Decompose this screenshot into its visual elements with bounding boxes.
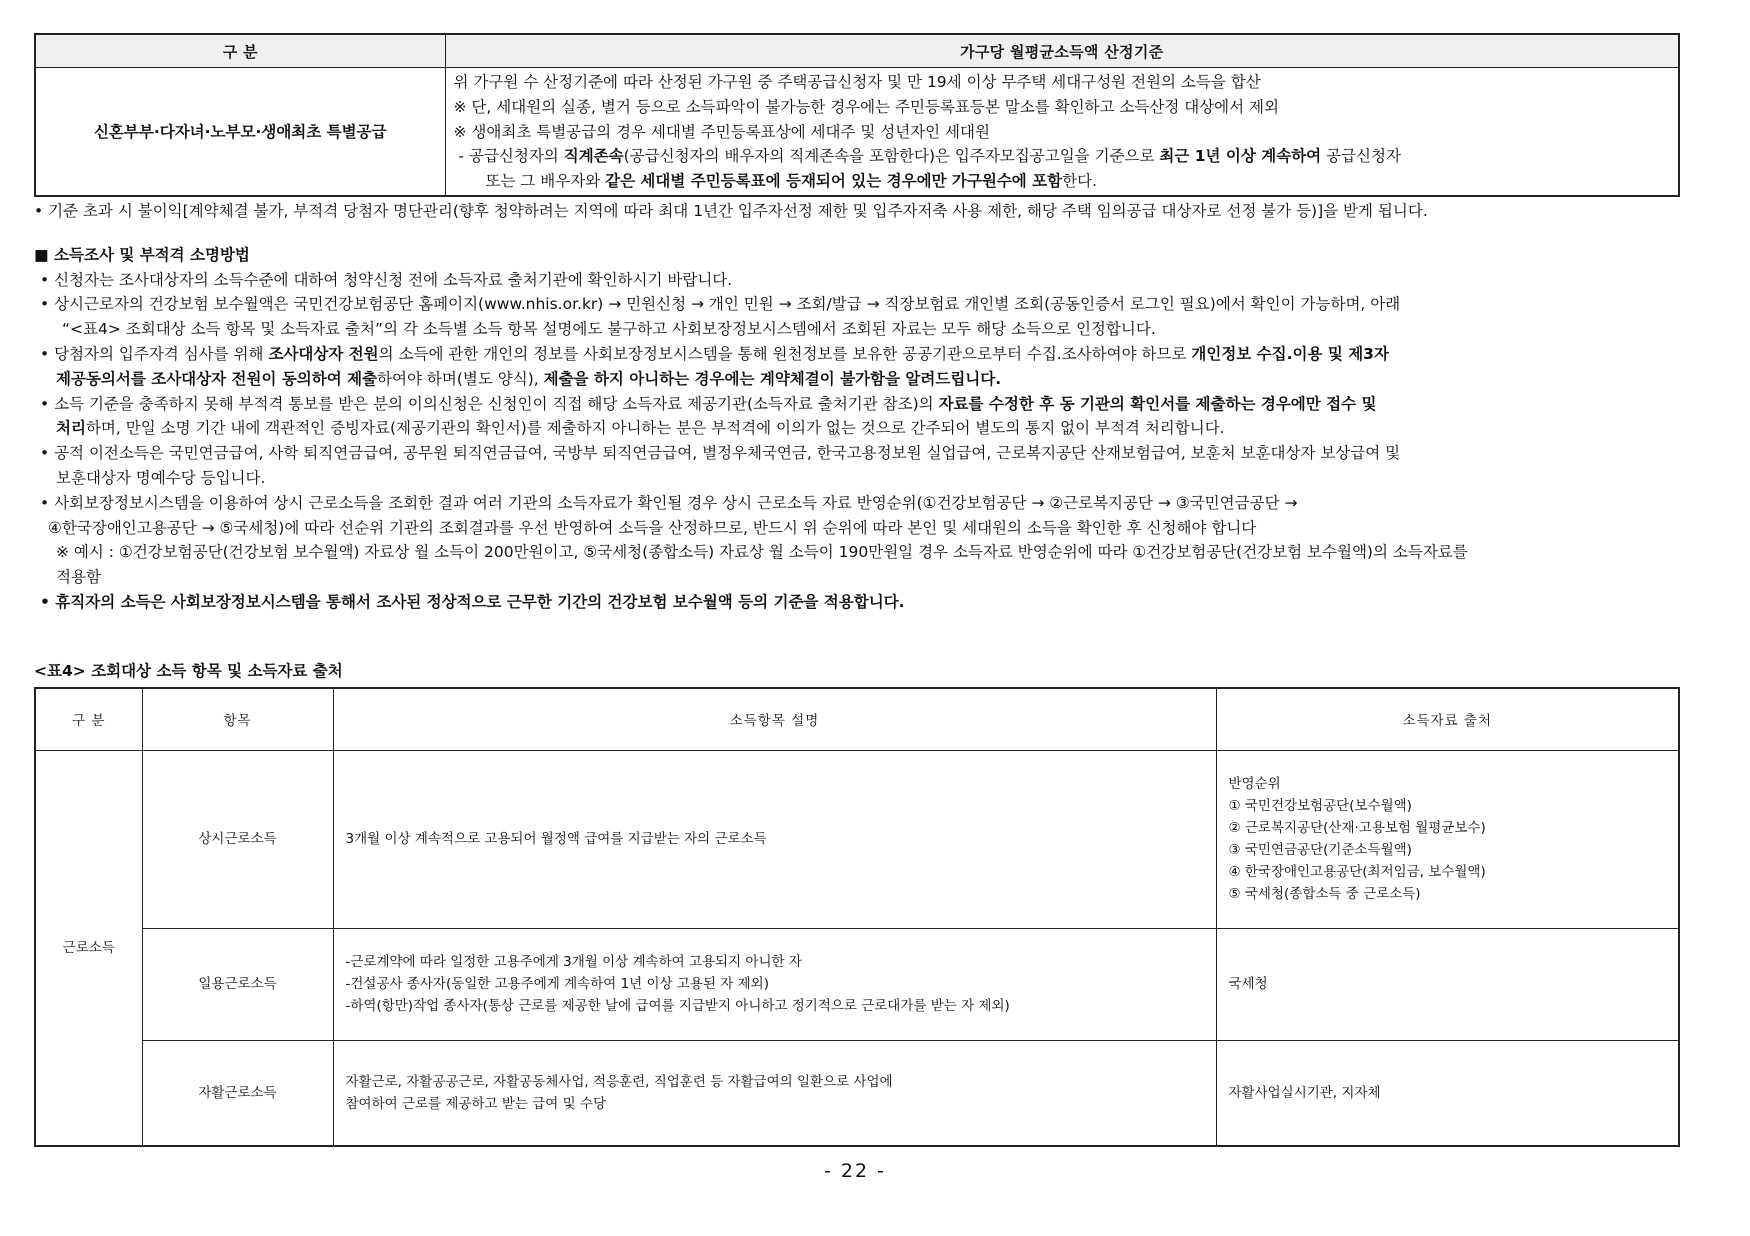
bullet-continuation: ④한국장애인고용공단 → ⑤국세청)에 따라 선순위 기관의 조회결과를 우선 반영하여 소득을 산정하므로, 반드시 위 순위에 따라 본인 및 세대원의 소득을 확인한 후 신청해야 합니다 xyxy=(48,518,1257,537)
income-source-table xyxy=(34,687,1680,1148)
criteria-line: ※ 단, 세대원의 실종, 별거 등으로 소득파악이 불가능한 경우에는 주민등록표등본 말소를 확인하고 소득산정 대상에서 제외 xyxy=(453,97,1279,116)
category-cell: 근로소득 xyxy=(35,750,142,1146)
header-category: 구 분 xyxy=(35,34,445,68)
header-source: 소득자료 출처 xyxy=(1216,688,1679,751)
header-criteria: 가구당 월평균소득액 산정기준 xyxy=(445,34,1679,68)
source-item: ① 국민건강보험공단(보수월액) xyxy=(1228,798,1412,815)
source-cell: 자활사업실시기관, 지자체 xyxy=(1216,1040,1679,1146)
section-title: ■ 소득조사 및 부적격 소명방법 xyxy=(34,245,250,264)
income-criteria-table xyxy=(34,33,1680,197)
bullet-item: • 사회보장정보시스템을 이용하여 상시 근로소득을 조회한 결과 여러 기관의 소득자료가 확인될 경우 상시 근로소득 자료 반영순위(①건강보험공단 → ②근로복지공단 → ③국민연금공단 → xyxy=(40,493,1298,512)
source-cell: 국세청 xyxy=(1216,928,1679,1040)
description-cell: -근로계약에 따라 일정한 고용주에게 3개월 이상 계속하여 고용되지 아니한 자 -건설공사 종사자(동일한 고용주에게 계속하여 1년 이상 고용된 자 제외) -하역(항만)작업 종사자(통상 근로를 제공한 날에 급여를 지급받지 아니하고 정기적으로 근로대가를 받는 자 제외) xyxy=(333,928,1216,1040)
example-note: ※ 예시 : ①건강보험공단(건강보험 보수월액) 자료상 월 소득이 200만원이고, ⑤국세청(종합소득) 자료상 월 소득이 190만원일 경우 소득자료 반영순위에 따라 ①건강보험공단(건강보험 보수월액)의 소득자료를 xyxy=(56,543,1468,562)
criteria-line: 또는 그 배우자와 같은 세대별 주민등록표에 등재되어 있는 경우에만 가구원수에 포함한다. xyxy=(485,172,1097,191)
header-description: 소득항목 설명 xyxy=(333,688,1216,751)
page-number: - 22 - xyxy=(824,1160,886,1182)
description-cell: 3개월 이상 계속적으로 고용되어 월정액 급여를 지급받는 자의 근로소득 xyxy=(333,750,1216,928)
bullet-continuation: 처리하며, 만일 소명 기간 내에 객관적인 증빙자료(제공기관의 확인서)를 제출하지 아니하는 분은 부적격에 이의가 없는 것으로 간주되어 별도의 통지 없이 부적격 처리합니다. xyxy=(56,419,1225,438)
item-cell: 자활근로소득 xyxy=(142,1040,333,1146)
bullet-item: • 상시근로자의 건강보험 보수월액은 국민건강보험공단 홈페이지(www.nhis.or.kr) → 민원신청 → 개인 민원 → 조회/발급 → 직장보험료 개인별 조회(공동인증서 로그인 필요)에서 확인이 가능하며, 아래 xyxy=(40,295,1401,314)
source-item: ② 근로복지공단(산재·고용보험 월평균보수) xyxy=(1228,820,1486,837)
bullet-continuation: 적용함 xyxy=(56,568,101,587)
bullet-continuation: 제공동의서를 조사대상자 전원이 동의하여 제출하여야 하며(별도 양식), 제출을 하지 아니하는 경우에는 계약체결이 불가함을 알려드립니다. xyxy=(56,369,1002,388)
source-cell xyxy=(1216,750,1679,928)
table-header-row xyxy=(35,34,1679,68)
document-page xyxy=(34,33,1680,1147)
bullet-item: • 휴직자의 소득은 사회보장정보시스템을 통해서 조사된 정상적으로 근무한 기간의 건강보험 보수월액 등의 기준을 적용합니다. xyxy=(40,592,905,611)
table-row xyxy=(35,68,1679,196)
source-item: ④ 한국장애인고용공단(최저임금, 보수월액) xyxy=(1228,864,1486,881)
table-row xyxy=(35,750,1679,928)
criteria-line: 위 가구원 수 산정기준에 따라 산정된 가구원 중 주택공급신청자 및 만 19세 이상 무주택 세대구성원 전원의 소득을 합산 xyxy=(453,73,1261,91)
table-row xyxy=(35,928,1679,1040)
bullet-item: • 공적 이전소득은 국민연금급여, 사학 퇴직연금급여, 공무원 퇴직연금급여, 국방부 퇴직연금급여, 별정우체국연금, 한국고용정보원 실업급여, 근로복지공단 산재보험급여, 보훈처 보훈대상자 보상급여 및 xyxy=(40,444,1401,463)
bullet-continuation: “<표4> 조회대상 소득 항목 및 소득자료 출처”의 각 소득별 소득 항목 설명에도 불구하고 사회보장정보시스템에서 조회된 자료는 모두 해당 소득으로 인정합니다. xyxy=(62,320,1156,339)
criteria-line: ※ 생애최초 특별공급의 경우 세대별 주민등록표상에 세대주 및 성년자인 세대원 xyxy=(453,122,990,141)
table-row xyxy=(35,1040,1679,1146)
bullet-item: • 신청자는 조사대상자의 소득수준에 대하여 청약신청 전에 소득자료 출처기관에 확인하시기 바랍니다. xyxy=(40,270,733,289)
criteria-cell xyxy=(445,68,1679,196)
item-cell: 일용근로소득 xyxy=(142,928,333,1040)
description-cell: 자활근로, 자활공공근로, 자활공동체사업, 적응훈련, 직업훈련 등 자활급여의 일환으로 사업에 참여하여 근로를 제공하고 받는 급여 및 수당 xyxy=(333,1040,1216,1146)
bullet-continuation: 보훈대상자 명예수당 등입니다. xyxy=(56,468,266,487)
item-cell: 상시근로소득 xyxy=(142,750,333,928)
table-header-row xyxy=(35,688,1679,751)
header-item: 항목 xyxy=(142,688,333,751)
category-cell: 신혼부부·다자녀·노부모·생애최초 특별공급 xyxy=(35,68,445,196)
criteria-line: - 공급신청자의 직계존속(공급신청자의 배우자의 직계존속을 포함한다)은 입주자모집공고일을 기준으로 최근 1년 이상 계속하여 공급신청자 xyxy=(453,147,1401,166)
source-item: ③ 국민연금공단(기준소득월액) xyxy=(1228,842,1412,859)
table4-title: <표4> 조회대상 소득 항목 및 소득자료 출처 xyxy=(34,661,343,680)
header-category: 구 분 xyxy=(35,688,142,751)
source-title: 반영순위 xyxy=(1228,776,1281,793)
source-item: ⑤ 국세청(종합소득 중 근로소득) xyxy=(1228,886,1421,903)
bullet-item: • 소득 기준을 충족하지 못해 부적격 통보를 받은 분의 이의신청은 신청인이 직접 해당 소득자료 제공기관(소득자료 출처기관 참조)의 자료를 수정한 후 동 기관의 확인서를 제출하는 경우에만 접수 및 xyxy=(40,394,1377,413)
penalty-note: • 기준 초과 시 불이익[계약체결 불가, 부적격 당첨자 명단관리(향후 청약하려는 지역에 따라 최대 1년간 입주자선정 제한 및 입주자저축 사용 제한, 해당 주택 임의공급 대상자로 선정 불가 등)]을 받게 됩니다. xyxy=(34,201,1428,220)
bullet-item: • 당첨자의 입주자격 심사를 위해 조사대상자 전원의 소득에 관한 개인의 정보를 사회보장정보시스템을 통해 원천정보를 보유한 공공기관으로부터 수집.조사하여야 하므로 개인정보 수집.이용 및 제3자 xyxy=(40,344,1389,363)
